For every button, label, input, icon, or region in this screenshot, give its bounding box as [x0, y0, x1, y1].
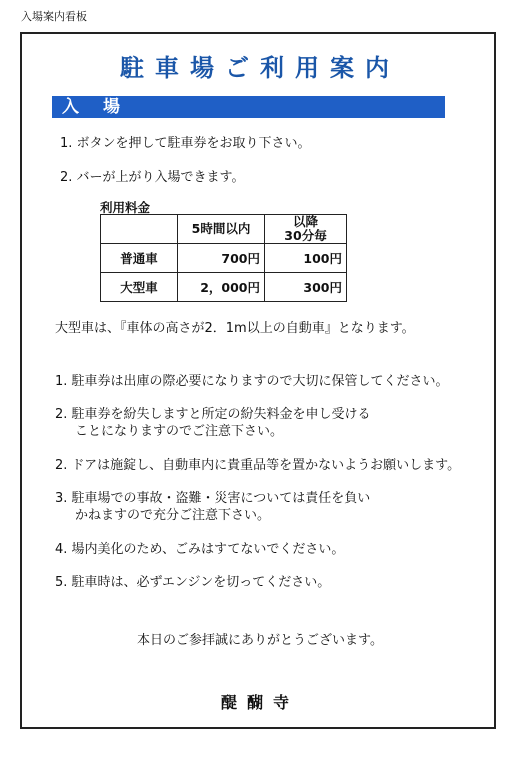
fee-header-after-line2: 30分毎: [284, 228, 327, 243]
fee-row-after: 300円: [265, 273, 347, 302]
fee-table-header: [101, 215, 347, 244]
notice-item: 3. 駐車場での事故・盗難・災害については責任を負い: [55, 491, 371, 506]
fee-row-first: 2，000円: [178, 273, 265, 302]
fee-row-type: 大型車: [101, 273, 178, 302]
notice-item: 4. 場内美化のため、ごみはすてないでください。: [55, 542, 345, 557]
fee-row: [101, 244, 347, 273]
notice-item: 5. 駐車時は、必ずエンジンを切ってください。: [55, 575, 331, 590]
notice-item: 2. ドアは施錠し、自動車内に貴重品等を置かないようお願いします。: [55, 458, 461, 473]
large-vehicle-note: 大型車は、『車体の高さが2．1m以上の自動車』となります。: [55, 321, 415, 336]
fee-caption: 利用料金: [100, 200, 151, 215]
notice-item: 1. 駐車券は出庫の際必要になりますので大切に保管してください。: [55, 374, 449, 389]
notice-item-continuation: かねますので充分ご注意下さい。: [75, 508, 271, 523]
fee-header-after: [265, 215, 347, 244]
sign-title: 駐車場ご利用案内: [120, 54, 400, 82]
corner-label: 入場案内看板: [21, 10, 87, 23]
closing-message: 本日のご参拝誠にありがとうございます。: [137, 633, 383, 648]
fee-row-type: 普通車: [101, 244, 178, 273]
fee-row: [101, 273, 347, 302]
fee-header-first-5h: 5時間以内: [178, 215, 265, 244]
notice-item: 2. 駐車券を紛失しますと所定の紛失料金を申し受ける: [55, 407, 371, 422]
temple-signature: 醍醐寺: [220, 693, 299, 712]
entry-step-1: 1. ボタンを押して駐車券をお取り下さい。: [60, 136, 311, 151]
section-header-entry: 入場: [52, 96, 445, 118]
notice-item-continuation: ことになりますのでご注意下さい。: [75, 424, 284, 439]
fee-header-after-line1: 以降: [292, 214, 318, 229]
fee-row-after: 100円: [265, 244, 347, 273]
entry-step-2: 2. バーが上がり入場できます。: [60, 170, 245, 185]
fee-table: [100, 214, 347, 302]
fee-header-blank: [101, 215, 178, 244]
fee-row-first: 700円: [178, 244, 265, 273]
